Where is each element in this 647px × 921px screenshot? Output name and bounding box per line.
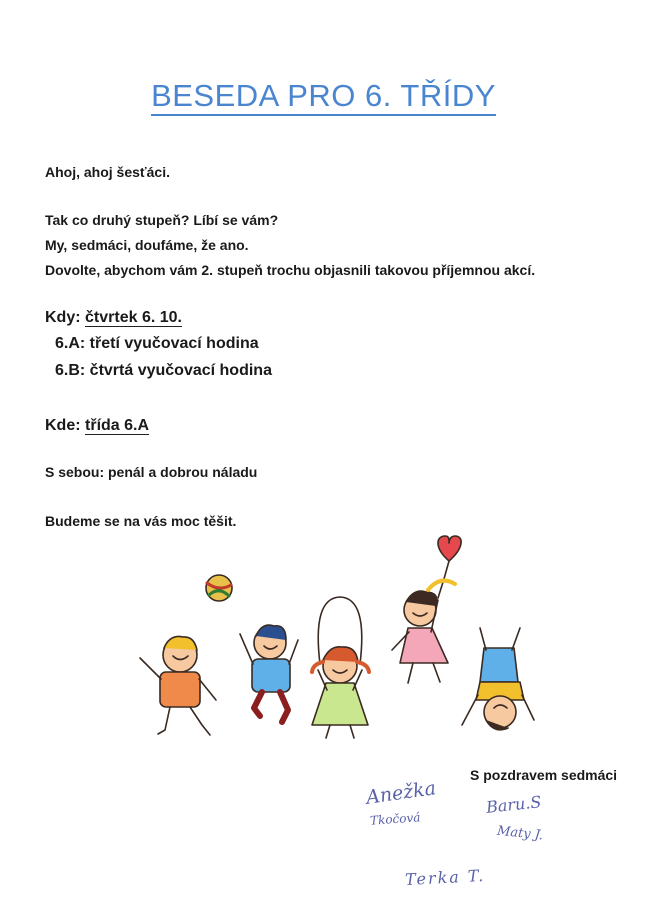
when-item-6a: 6.A: třetí vyučovací hodina [55,335,259,352]
where-label: Kde: [45,417,81,434]
signature-terka: Terka T. [404,865,486,890]
when-item-6b: 6.B: čtvrtá vyučovací hodina [55,362,272,379]
greeting: Ahoj, ahoj šesťáci. [45,164,170,180]
sign-off: S pozdravem sedmáci [470,767,618,783]
where-room: třída 6.A [85,417,150,434]
signature-baru: Baru.S [485,792,543,817]
intro-line-2: My, sedmáci, doufáme, že ano. [45,237,249,253]
when-date: čtvrtek 6. 10. [85,309,182,326]
intro-line-3: Dovolte, abychom vám 2. stupeň trochu objasnili takovou příjemnou akcí. [45,262,536,278]
signature-anezka: Anežka [364,777,438,809]
bring-line: S sebou: penál a dobrou náladu [45,464,258,480]
when-label: Kdy: [45,309,81,326]
signature-maty: Maty J. [496,823,544,844]
closing-line: Budeme se na vás moc těšit. [45,513,237,529]
page-title: BESEDA PRO 6. TŘÍDY [0,78,647,114]
intro-line-1: Tak co druhý stupeň? Líbí se vám? [45,212,279,228]
signature-tkocova: Tkočová [369,810,421,828]
